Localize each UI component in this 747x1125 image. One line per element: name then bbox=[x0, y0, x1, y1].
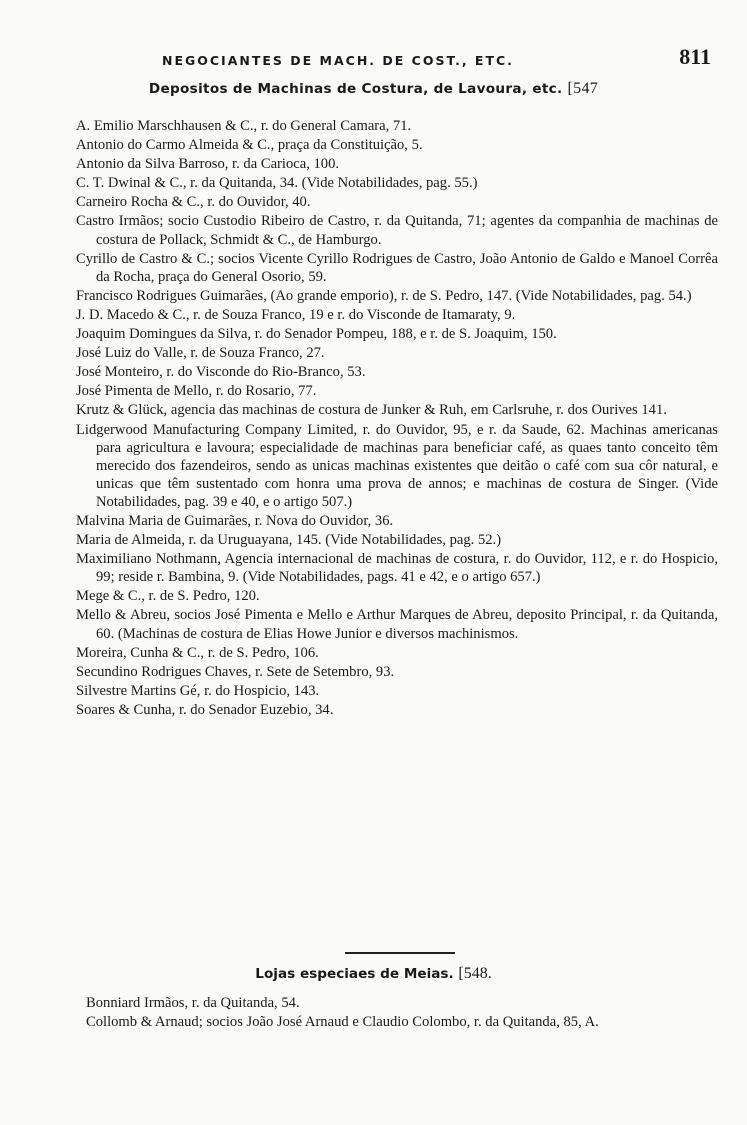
section-title-text: Depositos de Machinas de Costura, de Lavoura, etc. bbox=[148, 81, 563, 97]
list-item: Carneiro Rocha & C., r. do Ouvidor, 40. bbox=[76, 194, 311, 211]
page-number: 811 bbox=[679, 44, 711, 69]
list-item: Bonniard Irmãos, r. da Quitanda, 54. bbox=[86, 995, 300, 1011]
section-title-text: Lojas especiaes de Meias. bbox=[255, 966, 454, 982]
list-item: Soares & Cunha, r. do Senador Euzebio, 34. bbox=[76, 701, 334, 718]
list-item: José Luiz do Valle, r. de Souza Franco, 27. bbox=[76, 345, 325, 362]
section-title-sewing-machines bbox=[0, 80, 747, 98]
list-item: Silvestre Martins Gé, r. do Hospicio, 143. bbox=[76, 682, 320, 699]
list-item: Francisco Rodrigues Guimarães, (Ao grande emporio), r. de S. Pedro, 147. (Vide Notabilidades, pag. 54.) bbox=[76, 287, 692, 304]
list-item: Moreira, Cunha & C., r. de S. Pedro, 106. bbox=[76, 644, 319, 661]
list-item: Collomb & Arnaud; socios João José Arnaud e Claudio Colombo, r. da Quitanda, 85, A. bbox=[86, 1014, 599, 1031]
list-item: Maria de Almeida, r. da Uruguayana, 145. (Vide Notabilidades, pag. 52.) bbox=[76, 532, 502, 549]
list-item: Malvina Maria de Guimarães, r. Nova do Ouvidor, 36. bbox=[76, 512, 394, 529]
section-ref: [547 bbox=[567, 80, 599, 97]
list-item: J. D. Macedo & C., r. de Souza Franco, 19 e r. do Visconde de Itamaraty, 9. bbox=[76, 306, 516, 323]
list-item: Krutz & Glück, agencia das machinas de costura de Junker & Ruh, em Carlsruhe, r. dos Ourives 141. bbox=[76, 402, 667, 419]
list-item: C. T. Dwinal & C., r. da Quitanda, 34. (Vide Notabilidades, pag. 55.) bbox=[76, 175, 478, 192]
list-item: Mello & Abreu, socios José Pimenta e Mello e Arthur Marques de Abreu, deposito Principal, r. da Quitanda, 60. (Machinas de costura de Elias Howe Junior e diversos machinismos. bbox=[76, 607, 718, 642]
list-item: Lidgerwood Manufacturing Company Limited, r. do Ouvidor, 95, e r. da Saude, 62. Machinas americanas para agricultura e lavoura; especialidade de machinas para beneficiar café, as quaes tanto conceito têm merecido dos fazendeiros, sendo as unicas machinas existentes que deitão o café com sua côr natural, e unicas que têm sustentado com honra uma prova de annos; e machinas de costura de Singer. (Vide Notabilidades, pag. 39 e 40, e o artigo 507.) bbox=[76, 421, 718, 510]
list-item: Maximiliano Nothmann, Agencia internacional de machinas de costura, r. do Ouvidor, 112, e r. do Hospicio, 99; reside r. Bambina, 9. (Vide Notabilidades, pags. 41 e 42, e o artigo 657.) bbox=[76, 551, 718, 586]
sewing-machine-dealers-list bbox=[76, 117, 718, 720]
list-item: José Monteiro, r. do Visconde do Rio-Branco, 53. bbox=[76, 364, 366, 381]
section-title-stockings bbox=[0, 965, 747, 983]
list-item: Joaquim Domingues da Silva, r. do Senador Pompeu, 188, e r. de S. Joaquim, 150. bbox=[76, 326, 557, 343]
list-item: Cyrillo de Castro & C.; socios Vicente Cyrillo Rodrigues de Castro, João Antonio de Galdo e Manoel Corrêa da Rocha, praça do General Osorio, 59. bbox=[76, 250, 718, 285]
running-title: NEGOCIANTES DE MACH. DE COST., ETC. bbox=[162, 53, 514, 68]
list-item: Antonio do Carmo Almeida & C., praça da Constituição, 5. bbox=[76, 137, 423, 154]
stocking-shops-list bbox=[86, 994, 731, 1032]
list-item: Mege & C., r. de S. Pedro, 120. bbox=[76, 588, 260, 605]
list-item: Secundino Rodrigues Chaves, r. Sete de Setembro, 93. bbox=[76, 663, 395, 680]
section-ref: [548. bbox=[458, 965, 492, 982]
list-item: Castro Irmãos; socio Custodio Ribeiro de Castro, r. da Quitanda, 71; agentes da companhia de machinas de costura de Pollack, Schmidt & C., de Hamburgo. bbox=[76, 213, 718, 248]
list-item: A. Emilio Marschhausen & C., r. do General Camara, 71. bbox=[76, 118, 412, 134]
list-item: José Pimenta de Mello, r. do Rosario, 77. bbox=[76, 383, 317, 400]
section-divider bbox=[345, 952, 455, 954]
page-header bbox=[0, 44, 747, 74]
list-item: Antonio da Silva Barroso, r. da Carioca, 100. bbox=[76, 156, 340, 173]
